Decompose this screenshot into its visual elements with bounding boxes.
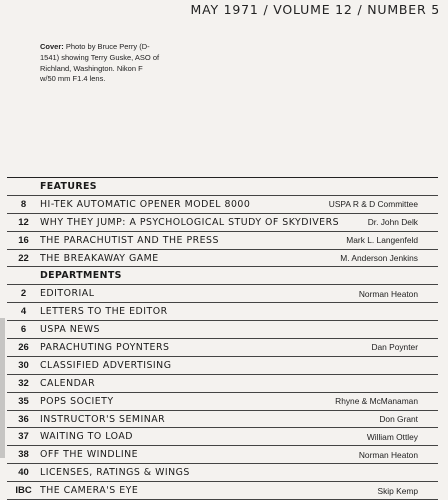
issue-line: MAY 1971 / VOLUME 12 / NUMBER 5 [190, 2, 440, 17]
toc-title: OFF THE WINDLINE [40, 449, 139, 461]
toc-author: USPA R & D Committee [328, 199, 418, 210]
toc-entry [7, 464, 438, 482]
toc-title: CLASSIFIED ADVERTISING [40, 359, 172, 371]
toc-page-number: 22 [18, 252, 29, 264]
toc-page-number: 38 [18, 449, 29, 461]
toc-author: Don Grant [379, 414, 418, 425]
toc-author: Dan Poynter [371, 342, 418, 353]
toc-title: POPS SOCIETY [40, 395, 114, 407]
toc-entry [7, 196, 438, 214]
toc-entry [7, 428, 438, 446]
features-heading-row [7, 178, 438, 196]
toc-page-number: 37 [18, 431, 29, 443]
toc-page-number: 35 [18, 395, 29, 407]
toc-author: William Ottley [366, 431, 418, 442]
toc-entry [7, 214, 438, 232]
features-list [7, 196, 438, 268]
toc-entry [7, 321, 438, 339]
toc-title: PARACHUTING POYNTERS [40, 341, 170, 353]
toc-title: THE PARACHUTIST AND THE PRESS [40, 234, 219, 246]
toc-title: THE BREAKAWAY GAME [40, 252, 159, 264]
toc-entry [7, 446, 438, 464]
toc-author: Mark L. Langenfeld [346, 235, 418, 246]
page-edge-shadow [0, 318, 5, 458]
toc-title: USPA NEWS [40, 324, 100, 336]
toc-author: M. Anderson Jenkins [340, 253, 418, 263]
toc-title: LETTERS TO THE EDITOR [40, 306, 168, 318]
toc-title: WAITING TO LOAD [40, 431, 134, 443]
toc-page-number: 26 [18, 341, 29, 353]
toc-entry [7, 303, 438, 321]
toc-page-number: 16 [18, 234, 29, 246]
toc-page-number: 30 [18, 359, 29, 371]
table-of-contents [7, 177, 438, 500]
toc-entry [7, 285, 438, 303]
toc-entry [7, 232, 438, 250]
toc-entry [7, 375, 438, 393]
toc-page-number: 2 [20, 288, 27, 300]
cover-caption-label: Cover: [40, 42, 64, 51]
toc-page-number: 8 [20, 198, 27, 210]
toc-entry [7, 393, 438, 411]
cover-caption [40, 42, 160, 85]
toc-title: LICENSES, RATINGS & WINGS [40, 467, 190, 479]
toc-page-number: 40 [18, 467, 29, 479]
toc-page-number: 6 [20, 324, 27, 336]
toc-author: Norman Heaton [358, 449, 418, 460]
toc-title: CALENDAR [40, 377, 96, 389]
toc-author: Skip Kemp [377, 485, 418, 496]
departments-heading-row [7, 267, 438, 285]
toc-entry [7, 250, 438, 268]
departments-list [7, 285, 438, 500]
toc-entry [7, 339, 438, 357]
toc-page-number: 36 [18, 413, 29, 425]
toc-author: Dr. John Delk [367, 217, 418, 228]
toc-title: THE CAMERA'S EYE [40, 485, 139, 497]
toc-title: HI-TEK AUTOMATIC OPENER MODEL 8000 [40, 198, 251, 210]
toc-page-number: IBC [15, 485, 32, 497]
features-heading: FEATURES [40, 180, 97, 192]
toc-title: INSTRUCTOR'S SEMINAR [40, 413, 166, 425]
toc-author: Rhyne & McManaman [335, 396, 418, 407]
toc-author: Norman Heaton [358, 288, 418, 299]
toc-title: EDITORIAL [40, 288, 95, 300]
toc-page-number: 12 [18, 216, 29, 228]
toc-page-number: 32 [18, 377, 29, 389]
cover-caption-text: Photo by Bruce Perry (D-1541) showing Terry Guske, ASO of Richland, Washington. Nikon F w/50 mm F1.4 lens. [40, 42, 160, 84]
toc-entry [7, 357, 438, 375]
toc-title: WHY THEY JUMP: A PSYCHOLOGICAL STUDY OF SKYDIVERS [40, 216, 340, 228]
toc-entry [7, 411, 438, 429]
toc-page-number: 4 [20, 306, 27, 318]
departments-heading: DEPARTMENTS [40, 270, 122, 282]
